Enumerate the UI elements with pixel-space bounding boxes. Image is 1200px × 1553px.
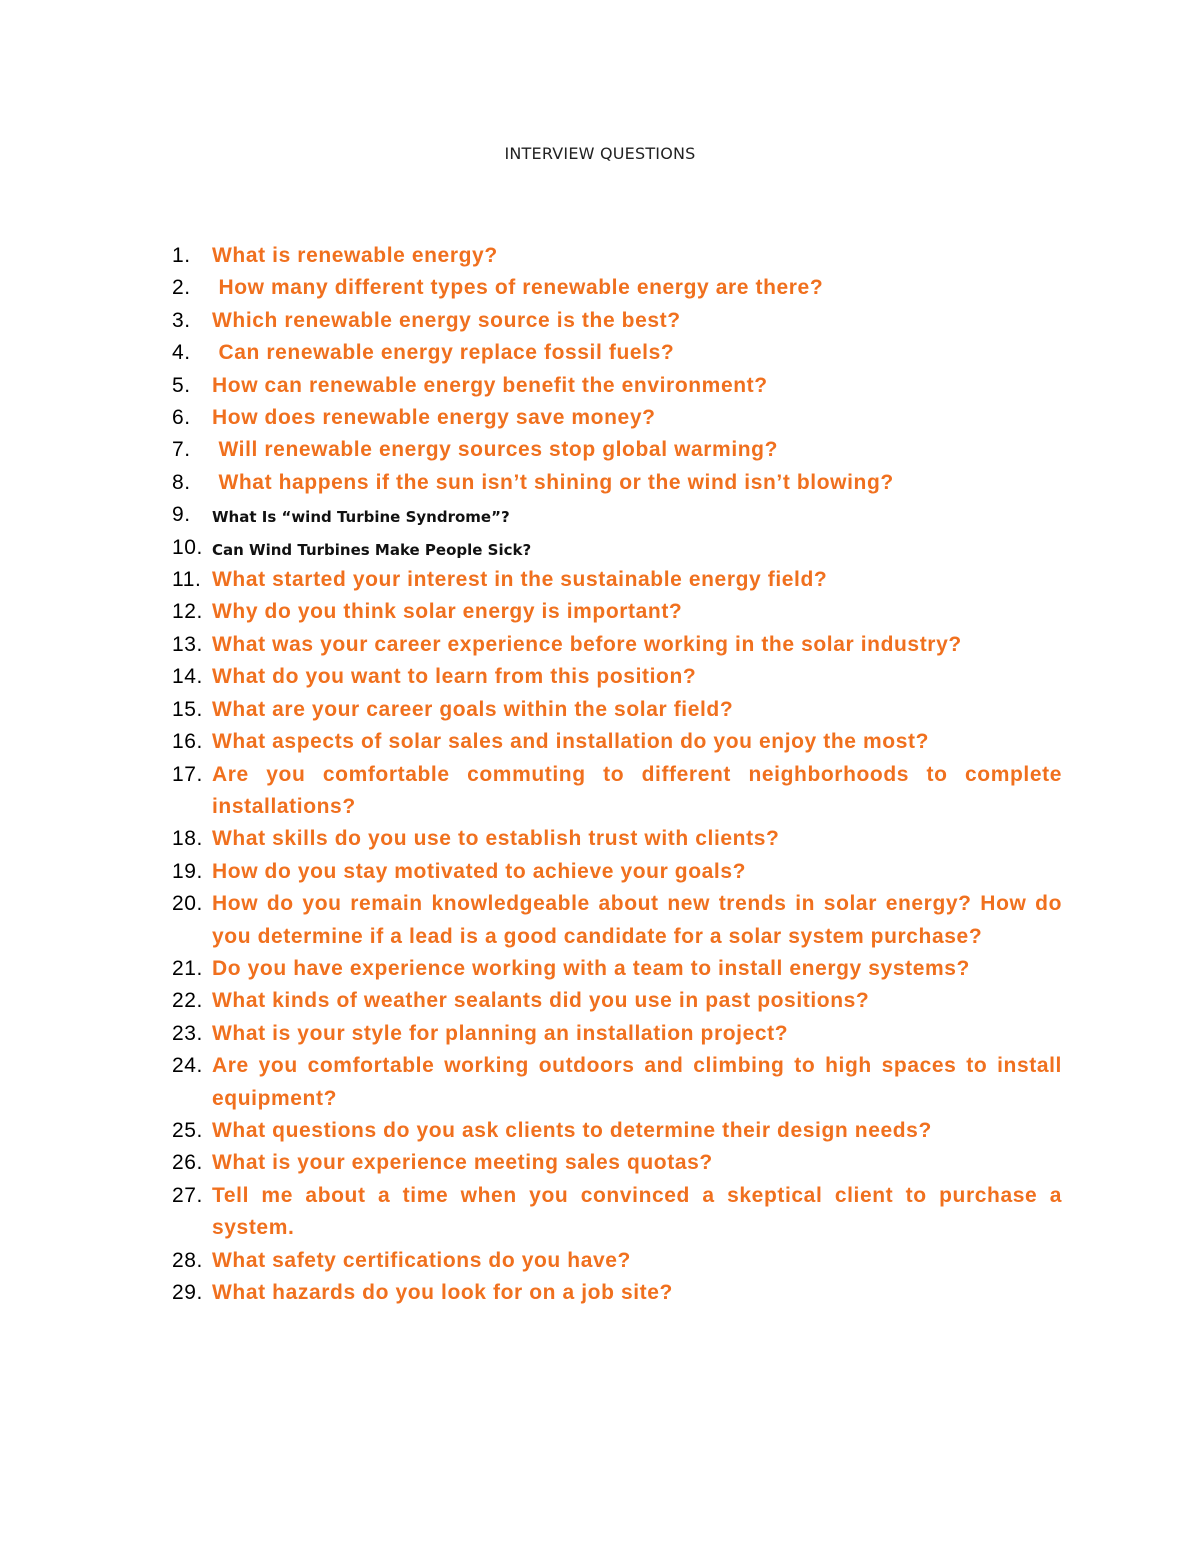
question-item xyxy=(172,759,1069,824)
question-number: 20. xyxy=(172,892,203,916)
question-item xyxy=(172,532,1062,564)
question-number: 18. xyxy=(172,827,203,851)
question-item xyxy=(172,1115,1062,1147)
question-number: 24. xyxy=(172,1054,203,1078)
question-item xyxy=(172,1018,1062,1050)
question-item xyxy=(172,953,1062,985)
question-item xyxy=(172,1245,1062,1277)
question-number: 19. xyxy=(172,859,203,883)
question-item xyxy=(172,726,1062,758)
question-item xyxy=(172,694,1062,726)
question-text: Why do you think solar energy is important? xyxy=(212,600,683,624)
question-item xyxy=(172,402,1062,434)
document-title: INTERVIEW QUESTIONS xyxy=(504,144,696,163)
question-list xyxy=(172,240,1069,1309)
question-text: What Is “wind Turbine Syndrome”? xyxy=(212,508,510,527)
question-text: Are you comfortable commuting to different neighborhoods to complete installations? xyxy=(212,762,1069,818)
question-text: What aspects of solar sales and installation do you enjoy the most? xyxy=(212,730,929,754)
question-number: 23. xyxy=(172,1021,203,1045)
question-text: Can renewable energy replace fossil fuels? xyxy=(212,341,675,365)
question-text: What is your style for planning an installation project? xyxy=(212,1021,789,1045)
question-text: How can renewable energy benefit the environment? xyxy=(212,373,768,397)
question-item xyxy=(172,337,1062,369)
question-text: What hazards do you look for on a job site? xyxy=(212,1281,673,1304)
question-item xyxy=(172,888,1069,953)
question-text: Will renewable energy sources stop global warming? xyxy=(212,438,779,462)
question-number: 21. xyxy=(172,956,203,980)
question-number: 8. xyxy=(172,470,191,494)
question-number: 6. xyxy=(172,406,191,430)
question-number: 15. xyxy=(172,697,203,721)
question-number: 10. xyxy=(172,535,203,559)
question-number: 1. xyxy=(172,244,191,267)
question-text: What started your interest in the sustainable energy field? xyxy=(212,568,828,592)
question-number: 28. xyxy=(172,1248,203,1272)
question-text: What kinds of weather sealants did you use in past positions? xyxy=(212,989,870,1013)
question-text: Are you comfortable working outdoors and climbing to high spaces to install equipment? xyxy=(212,1054,1069,1110)
question-number: 25. xyxy=(172,1118,203,1142)
question-text: How does renewable energy save money? xyxy=(212,406,656,430)
question-text: How do you stay motivated to achieve your goals? xyxy=(212,859,747,883)
question-text: What is renewable energy? xyxy=(212,244,498,267)
question-text: How many different types of renewable energy are there? xyxy=(212,276,824,300)
question-number: 27. xyxy=(172,1183,203,1207)
question-number: 13. xyxy=(172,632,203,656)
question-number: 7. xyxy=(172,438,191,462)
question-number: 22. xyxy=(172,989,203,1013)
question-text: Which renewable energy source is the best? xyxy=(212,308,681,332)
question-item xyxy=(172,564,1062,596)
question-text: Do you have experience working with a team to install energy systems? xyxy=(212,956,970,980)
question-item xyxy=(172,467,1062,499)
question-item xyxy=(172,1147,1062,1179)
question-item xyxy=(172,823,1062,855)
question-number: 3. xyxy=(172,308,191,332)
question-item xyxy=(172,856,1062,888)
question-item xyxy=(172,434,1062,466)
question-number: 2. xyxy=(172,276,191,300)
question-text: What is your experience meeting sales quotas? xyxy=(212,1151,713,1175)
question-number: 9. xyxy=(172,503,191,527)
question-number: 17. xyxy=(172,762,203,786)
question-text: What do you want to learn from this position? xyxy=(212,665,697,689)
question-item xyxy=(172,985,1062,1017)
question-text: What happens if the sun isn’t shining or the wind isn’t blowing? xyxy=(212,470,894,494)
question-item xyxy=(172,499,1062,531)
question-item xyxy=(172,1050,1069,1115)
question-number: 29. xyxy=(172,1281,203,1304)
question-number: 5. xyxy=(172,373,191,397)
question-text: Tell me about a time when you convinced a skeptical client to purchase a system. xyxy=(212,1183,1069,1240)
question-text: Can Wind Turbines Make People Sick? xyxy=(212,540,532,559)
question-item xyxy=(172,240,1062,272)
question-number: 14. xyxy=(172,665,203,689)
question-text: What skills do you use to establish trust with clients? xyxy=(212,827,780,851)
question-item xyxy=(172,272,1062,304)
question-number: 26. xyxy=(172,1151,203,1175)
question-number: 16. xyxy=(172,730,203,754)
question-item xyxy=(172,1277,1062,1309)
question-item xyxy=(172,1180,1069,1245)
question-item xyxy=(172,305,1062,337)
question-text: What are your career goals within the solar field? xyxy=(212,697,734,721)
question-item xyxy=(172,370,1062,402)
question-number: 4. xyxy=(172,341,191,365)
question-text: What questions do you ask clients to determine their design needs? xyxy=(212,1118,932,1142)
question-text: What safety certifications do you have? xyxy=(212,1248,631,1272)
question-number: 12. xyxy=(172,600,203,624)
question-item xyxy=(172,629,1062,661)
question-number: 11. xyxy=(172,568,202,592)
question-item xyxy=(172,661,1062,693)
question-text: What was your career experience before working in the solar industry? xyxy=(212,632,962,656)
question-item xyxy=(172,596,1062,628)
question-text: How do you remain knowledgeable about new trends in solar energy? How do you determine if a lead is a good candidate for a solar system purchase? xyxy=(212,892,1069,948)
